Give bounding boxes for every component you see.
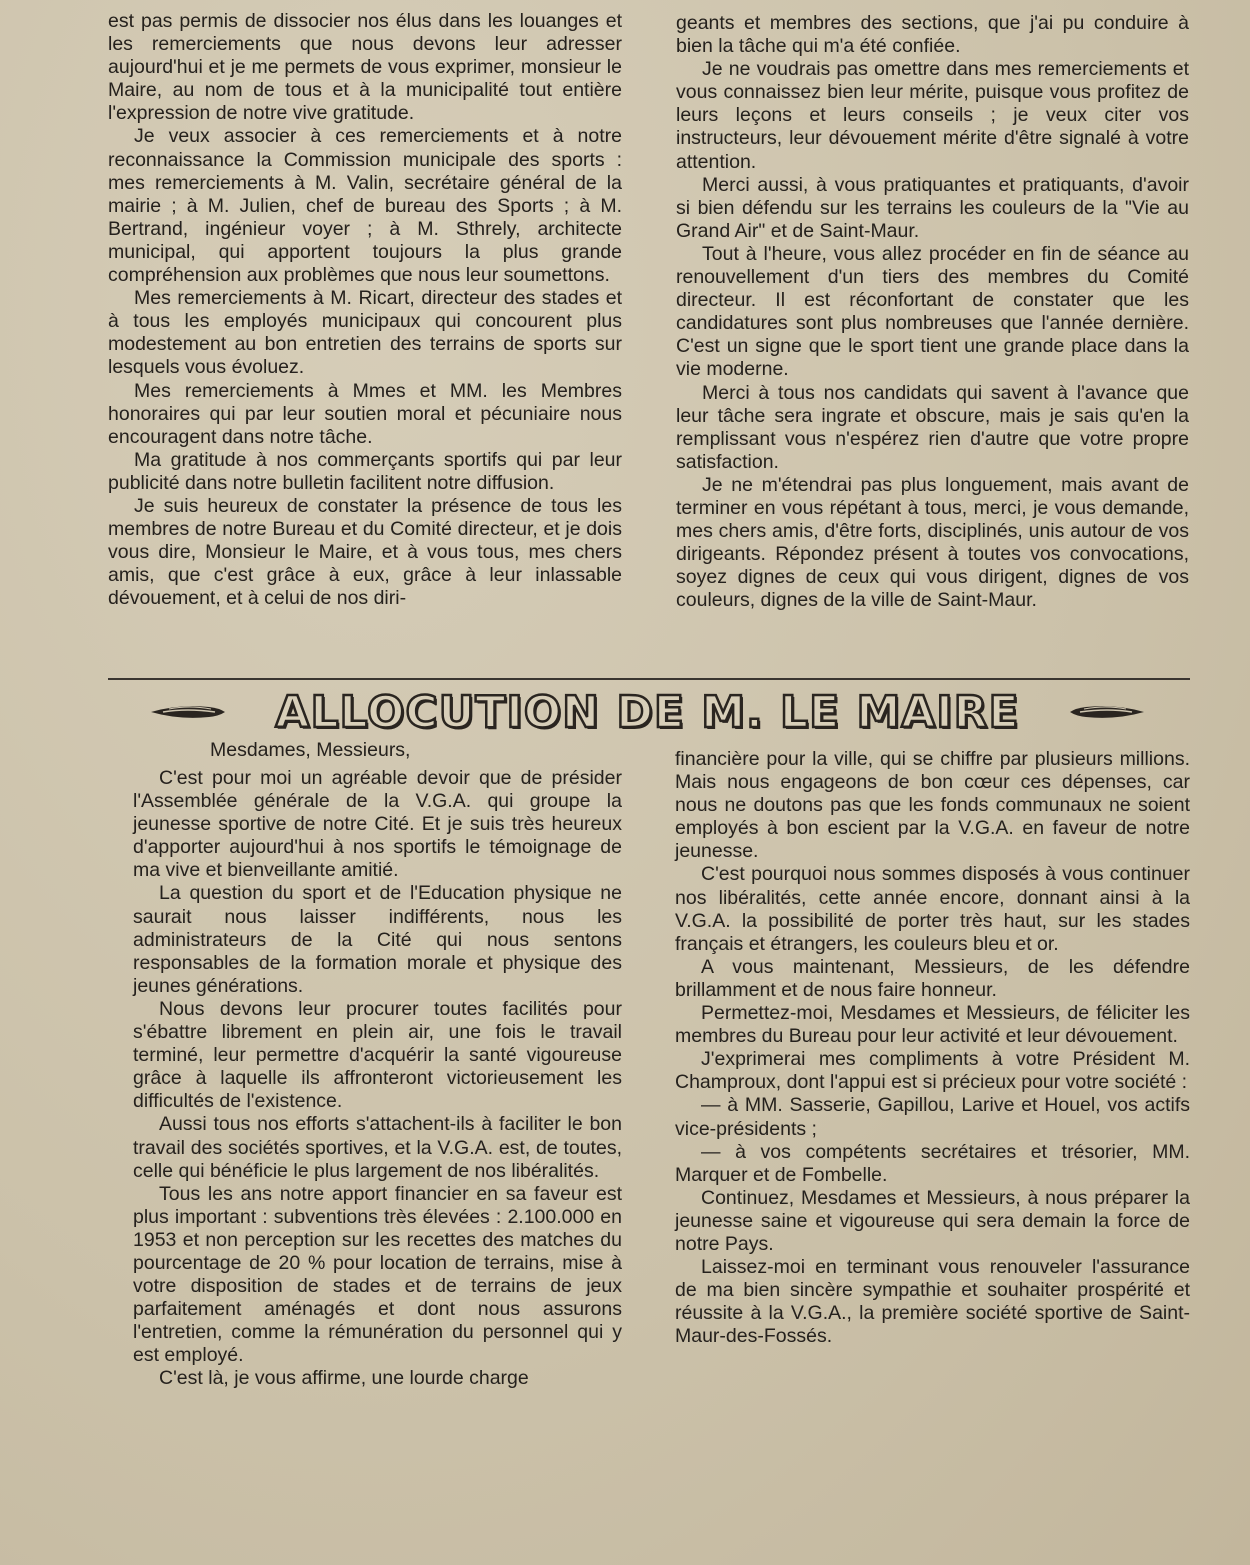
paragraph: est pas permis de dissocier nos élus dans les louanges et les remerciements que nous devons leur adresser aujourd'hui et je me permets de vous exprimer, monsieur le Maire, au nom de tous et à la municipalité tout entière l'expression de notre vive gratitude. [108, 10, 622, 125]
paragraph: geants et membres des sections, que j'ai pu conduire à bien la tâche qui m'a été confiée. [676, 12, 1189, 58]
paragraph: C'est là, je vous affirme, une lourde charge [159, 1367, 529, 1390]
paragraph: Permettez-moi, Mesdames et Messieurs, de féliciter les membres du Bureau pour leur activité et leur dévouement. [675, 1002, 1190, 1048]
paragraph: La question du sport et de l'Education physique ne saurait nous laisser indifférents, nous les administrateurs de la Cité qui nous sentons responsables de la formation morale et physique des jeunes générations. [133, 882, 622, 997]
paragraph: Mes remerciements à M. Ricart, directeur des stades et à tous les employés municipaux qui concourent plus modestement au bon entretien des terrains de sports sur lesquels vous évoluez. [108, 287, 622, 379]
paragraph: Laissez-moi en terminant vous renouveler l'assurance de ma bien sincère sympathie et souhaiter prospérité et réussite à la V.G.A., la première société sportive de Saint-Maur-des-Fossés. [675, 1256, 1190, 1348]
paragraph: Je veux associer à ces remerciements et à notre reconnaissance la Commission municipale des sports : mes remerciements à M. Valin, secrétaire général de la mairie ; à M. Julien, chef de bureau des Sports ; à M. Bertrand, ingénieur voyer ; à M. Sthrely, architecte municipal, qui apportent toujours la plus grande compréhension aux problèmes que nous leur soumettons. [108, 125, 622, 287]
lower-column-left [133, 767, 622, 1391]
paragraph: Je ne voudrais pas omettre dans mes remerciements et vous connaissez bien leur mérite, puisque vous profitez de leurs leçons et leurs conseils ; je veux citer vos instructeurs, leur dévouement mérite d'être signalé à votre attention. [676, 58, 1189, 173]
paragraph: C'est pourquoi nous sommes disposés à vous continuer nos libéralités, cette année encore, donnant ainsi à la V.G.A. la possibilité de porter très haut, sur les stades français et étrangers, les couleurs bleu et or. [675, 863, 1190, 955]
paragraph: Ma gratitude à nos commerçants sportifs qui par leur publicité dans notre bulletin facilitent notre diffusion. [108, 448, 622, 494]
paragraph: A vous maintenant, Messieurs, de les défendre brillamment et de nous faire honneur. [675, 955, 1190, 1001]
paragraph: financière pour la ville, qui se chiffre par plusieurs millions. Mais nous engageons de bon cœur ces dépenses, car nous ne doutons pas que les fonds communaux ne soient employés à bon escient par la V.G.A. en faveur de notre jeunesse. [675, 748, 1190, 863]
ornament-left-icon [149, 701, 227, 723]
paragraph: Tout à l'heure, vous allez procéder en fin de séance au renouvellement d'un tiers des membres du Comité directeur. Il est réconfortant de constater que les candidatures sont plus nombreuses que l'année dernière. C'est un signe que le sport tient une grande place dans la vie moderne. [676, 242, 1189, 381]
greeting: Mesdames, Messieurs, [210, 739, 411, 761]
paragraph: Merci à tous nos candidats qui savent à l'avance que leur tâche sera ingrate et obscure, mais je sais qu'en la remplissant vous n'espérez rien d'autre que votre propre satisfaction. [676, 381, 1189, 473]
upper-column-right [676, 12, 1189, 612]
section-header [160, 684, 1135, 740]
paragraph: Mes remerciements à Mmes et MM. les Membres honoraires qui par leur soutien moral et pécuniaire nous encouragent dans notre tâche. [108, 379, 622, 448]
paragraph: C'est pour moi un agréable devoir que de présider l'Assemblée générale de la V.G.A. qui groupe la jeunesse sportive de notre Cité. Et je suis très heureux d'apporter aujourd'hui à nos sportifs le témoignage de ma vive et bienveillante amitié. [133, 767, 622, 882]
paragraph: Aussi tous nos efforts s'attachent-ils à faciliter le bon travail des sociétés sportives, et la V.G.A. est, de toutes, celle qui bénéficie le plus largement de nos libéralités. [133, 1113, 622, 1182]
paragraph: Je suis heureux de constater la présence de tous les membres de notre Bureau et du Comité directeur, et je dois vous dire, Monsieur le Maire, et à vous tous, mes chers amis, que c'est grâce à eux, grâce à leur inlassable dévouement, et à celui de nos diri- [108, 494, 622, 610]
paragraph: Nous devons leur procurer toutes facilités pour s'ébattre librement en plein air, une fois le travail terminé, leur permettre d'acquérir la santé vigoureuse grâce à laquelle ils affronteront victorieusement les difficultés de l'existence. [133, 997, 622, 1113]
paragraph: Tous les ans notre apport financier en sa faveur est plus important : subventions très élevées : 2.100.000 en 1953 et non perception sur les recettes des matches du pourcentage de 20 % pour location de terrains, mise à votre disposition de stades et de terrains de jeux parfaitement aménagés et dont nous assurons l'entretien, comme la rémunération du personnel qui y est employé. [133, 1182, 622, 1367]
paragraph: Continuez, Mesdames et Messieurs, à nous préparer la jeunesse saine et vigoureuse qui sera demain la force de notre Pays. [675, 1186, 1190, 1255]
paragraph: J'exprimerai mes compliments à votre Président M. Champroux, dont l'appui est si précieux pour votre société : [675, 1048, 1190, 1094]
paragraph: — à vos compétents secrétaires et trésorier, MM. Marquer et de Fombelle. [675, 1140, 1190, 1186]
paragraph: — à MM. Sasserie, Gapillou, Larive et Houel, vos actifs vice-présidents ; [675, 1094, 1190, 1140]
ornament-right-icon [1068, 701, 1146, 723]
paragraph: Je ne m'étendrai pas plus longuement, mais avant de terminer en vous répétant à tous, merci, je vous demande, mes chers amis, d'être forts, disciplinés, unis autour de vos dirigeants. Répondez présent à toutes vos convocations, soyez dignes de ceux qui vous dirigent, dignes de vos couleurs, dignes de la ville de Saint-Maur. [676, 473, 1189, 612]
lower-column-right [675, 748, 1190, 1348]
paragraph: Merci aussi, à vous pratiquantes et pratiquants, d'avoir si bien défendu sur les terrains les couleurs de la "Vie au Grand Air" et de Saint-Maur. [676, 173, 1189, 242]
headline-title: ALLOCUTION DE M. LE MAIRE [275, 686, 1020, 738]
upper-column-left [108, 10, 622, 610]
section-divider [108, 678, 1190, 680]
